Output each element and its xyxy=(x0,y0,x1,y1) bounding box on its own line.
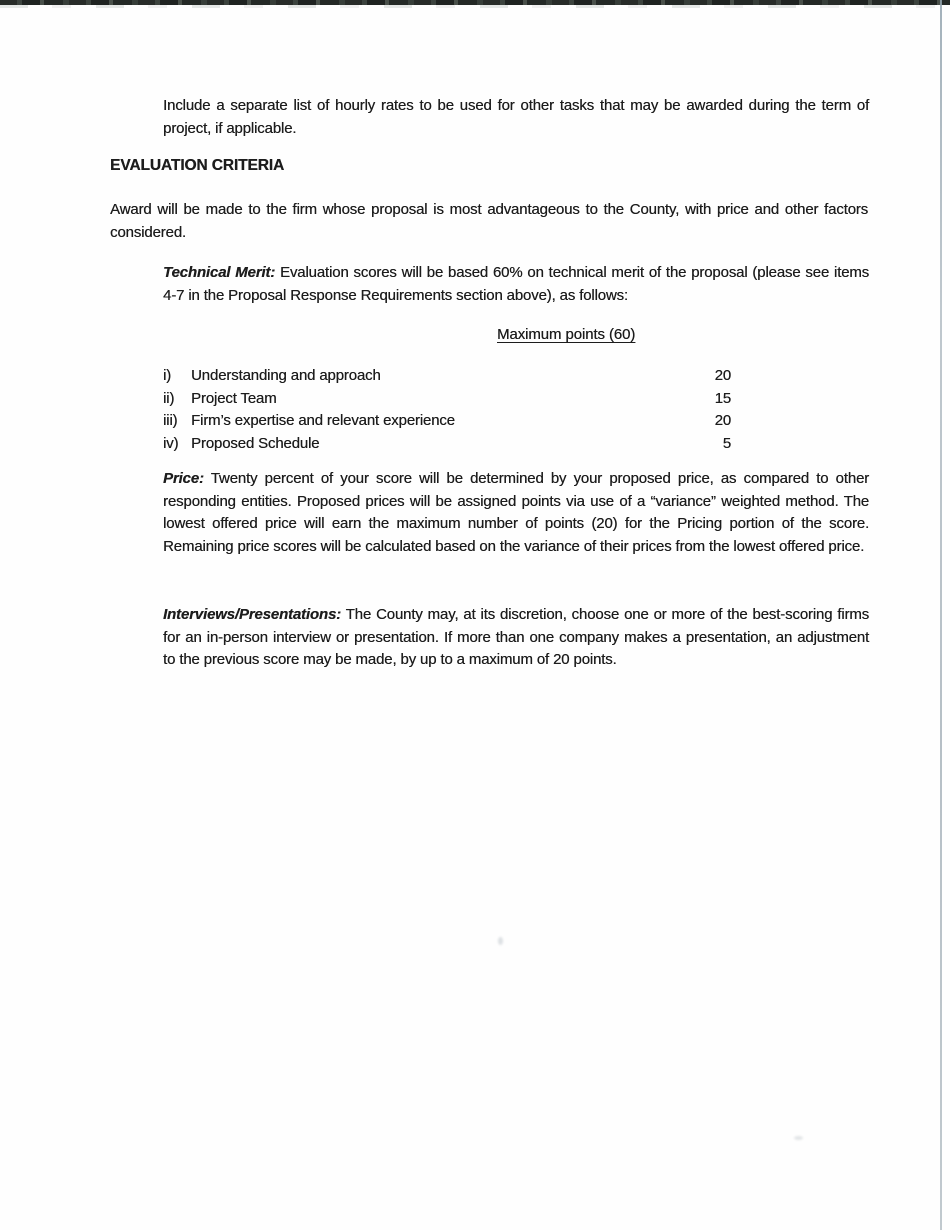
criteria-numeral: iii) xyxy=(163,412,178,430)
criteria-label: Proposed Schedule xyxy=(191,434,320,452)
interviews-text: The County may, at its discretion, choose one or more of the best-scoring firms for an in-person interview or presentation. If more than one company makes a presentation, an adjustment to the previous score may be made, by up to a maximum of 20 points. xyxy=(163,606,869,668)
price-label: Price: xyxy=(163,470,204,487)
criteria-label: Project Team xyxy=(191,389,277,407)
interviews-label: Interviews/Presentations: xyxy=(163,606,341,623)
criteria-numeral: i) xyxy=(163,367,172,384)
criteria-numeral: ii) xyxy=(163,389,175,407)
technical-merit-paragraph xyxy=(163,262,869,307)
criteria-points: 20 xyxy=(714,367,731,384)
scan-noise-strip xyxy=(0,0,950,5)
technical-merit-text: Evaluation scores will be based 60% on technical merit of the proposal (please see items 4-7 in the Proposal Response Requirements section above), as follows: xyxy=(163,264,869,304)
price-paragraph xyxy=(163,468,869,558)
scan-smudge xyxy=(794,1136,803,1140)
interviews-paragraph xyxy=(163,604,869,672)
criteria-row xyxy=(163,388,869,411)
criteria-points: 20 xyxy=(714,412,731,430)
max-points-header: Maximum points (60) xyxy=(497,326,636,343)
criteria-row xyxy=(163,365,869,388)
page-edge-line xyxy=(940,0,942,1230)
criteria-numeral: iv) xyxy=(163,434,179,452)
criteria-row xyxy=(163,410,869,433)
section-heading: EVALUATION CRITERIA xyxy=(110,157,285,174)
criteria-list xyxy=(163,365,869,455)
intro-paragraph: Include a separate list of hourly rates to be used for other tasks that may be awarded during the term of project, if applicable. xyxy=(163,97,869,137)
award-paragraph: Award will be made to the firm whose proposal is most advantageous to the County, with price and other factors considered. xyxy=(110,201,868,241)
criteria-points: 5 xyxy=(722,434,731,452)
criteria-row xyxy=(163,433,869,456)
criteria-label: Firm’s expertise and relevant experience xyxy=(191,412,455,430)
technical-merit-label: Technical Merit: xyxy=(163,264,276,281)
scan-smudge xyxy=(498,937,503,945)
criteria-label: Understanding and approach xyxy=(191,367,381,384)
criteria-points: 15 xyxy=(714,389,731,407)
price-text: Twenty percent of your score will be determined by your proposed price, as compared to other responding entities. Proposed prices will be assigned points via use of a “variance” weighted method. The lowest offered price will earn the maximum number of points (20) for the Pricing portion of the score. Remaining price scores will be calculated based on the variance of their prices from the lowest offered price. xyxy=(163,470,869,555)
